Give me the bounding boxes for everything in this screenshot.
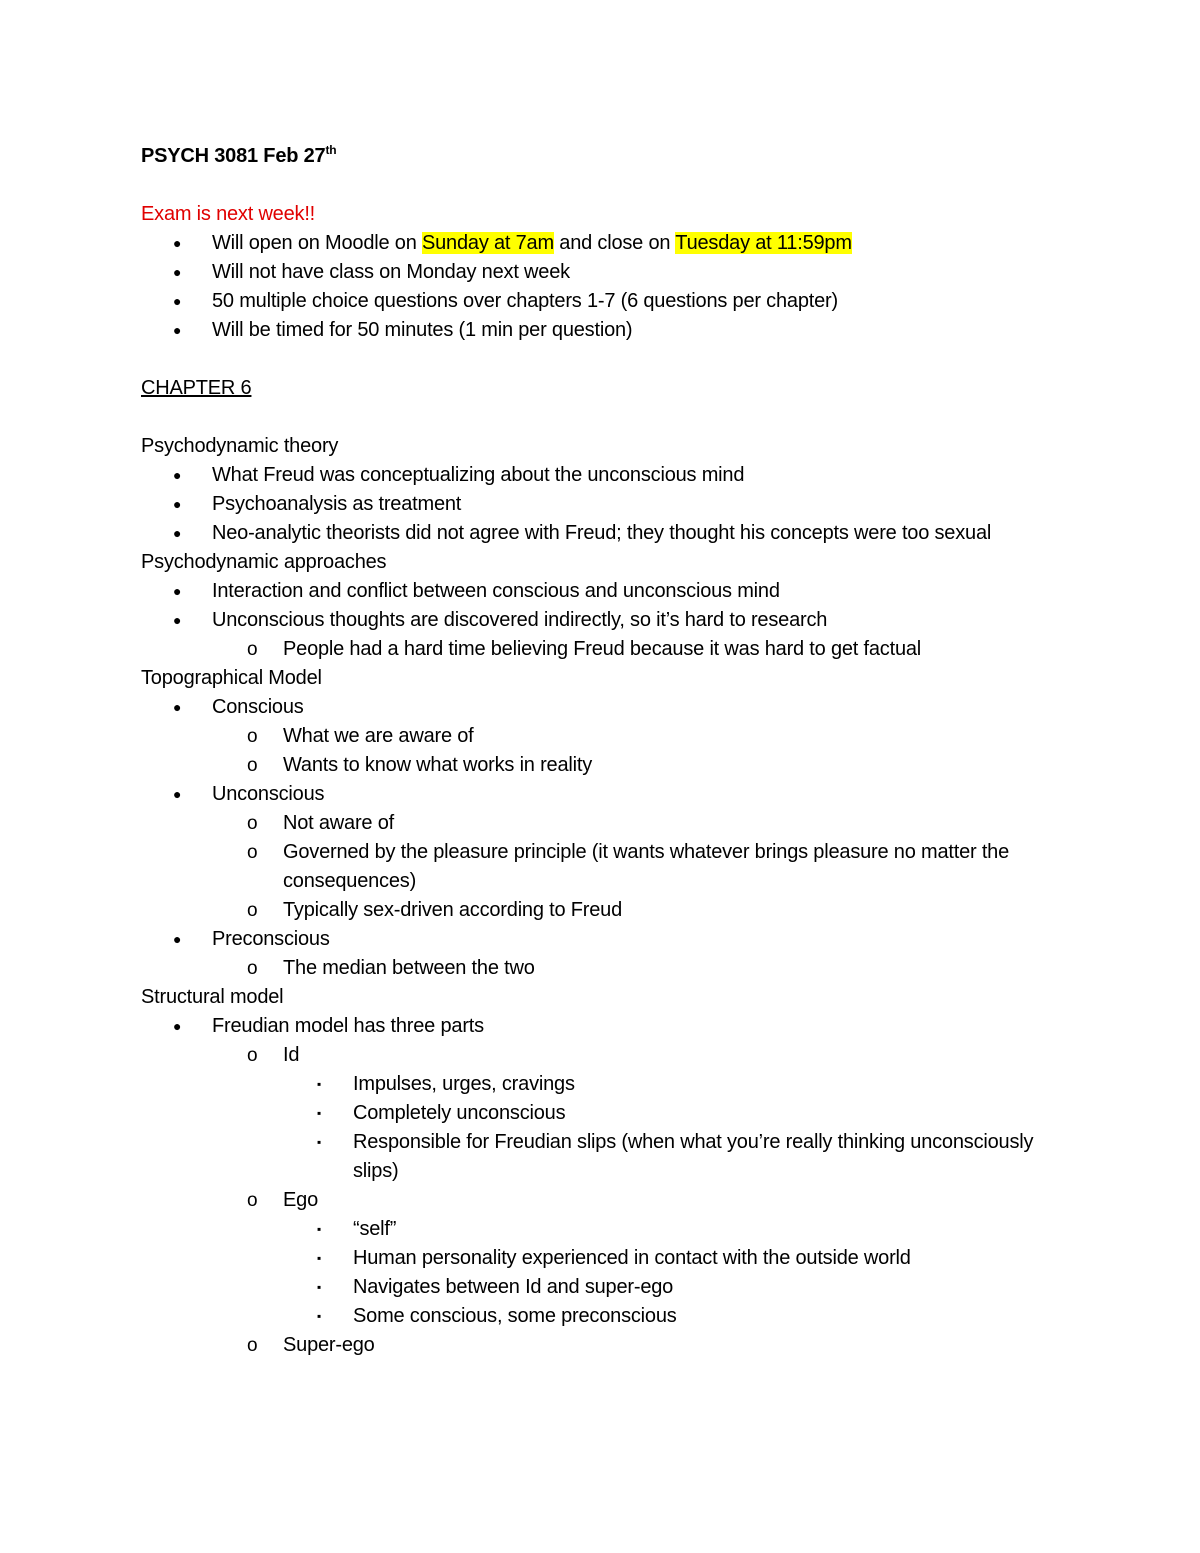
list-item	[141, 896, 1081, 925]
item-text: Typically sex-driven according to Freud	[283, 899, 623, 921]
list-item	[141, 1041, 1081, 1070]
list-item	[141, 316, 1081, 345]
bullet-icon: ●	[173, 786, 182, 802]
item-text: Impulses, urges, cravings	[353, 1073, 575, 1095]
item-text: Human personality experienced in contact with the outside world	[353, 1247, 911, 1269]
list-item	[141, 780, 1081, 809]
circle-bullet-icon: o	[247, 958, 258, 979]
list-item	[141, 519, 1081, 548]
blank-line	[141, 171, 1081, 200]
circle-bullet-icon: o	[247, 842, 258, 863]
item-text: Not aware of	[283, 812, 394, 834]
bullet-icon: ●	[173, 467, 182, 483]
section-heading: Psychodynamic approaches	[141, 551, 387, 573]
chapter-heading: CHAPTER 6	[141, 377, 252, 399]
square-bullet-icon: ▪	[317, 1309, 322, 1323]
list-item	[141, 635, 1081, 664]
list-item	[141, 258, 1081, 287]
psychodynamic-theory-list	[141, 461, 1081, 548]
list-item	[141, 1273, 1081, 1302]
item-text: “self”	[353, 1218, 397, 1240]
list-item	[141, 1302, 1081, 1331]
circle-bullet-icon: o	[247, 900, 258, 921]
bullet-icon: ●	[173, 322, 182, 338]
list-item	[141, 751, 1081, 780]
item-text: What we are aware of	[283, 725, 474, 747]
list-item	[141, 1244, 1081, 1273]
list-item	[141, 954, 1081, 983]
list-item	[141, 838, 1081, 896]
bullet-icon: ●	[173, 699, 182, 715]
item-text: Unconscious thoughts are discovered indirectly, so it’s hard to research	[212, 609, 828, 631]
bullet-icon: ●	[173, 1018, 182, 1034]
title-superscript: th	[325, 143, 337, 157]
circle-bullet-icon: o	[247, 755, 258, 776]
bullet-icon: ●	[173, 293, 182, 309]
exam-item-text: Will not have class on Monday next week	[212, 261, 570, 283]
item-text: Ego	[283, 1189, 318, 1211]
list-item	[141, 722, 1081, 751]
bullet-icon: ●	[173, 264, 182, 280]
item-text: Neo-analytic theorists did not agree with Freud; they thought his concepts were too sexual	[212, 522, 992, 544]
bullet-icon: ●	[173, 496, 182, 512]
bullet-icon: ●	[173, 525, 182, 541]
list-item	[141, 1186, 1081, 1215]
list-item	[141, 809, 1081, 838]
item-text: Id	[283, 1044, 300, 1066]
document-body	[141, 142, 1081, 1360]
circle-bullet-icon: o	[247, 639, 258, 660]
item-text: Preconscious	[212, 928, 330, 950]
bullet-icon: ●	[173, 583, 182, 599]
circle-bullet-icon: o	[247, 1190, 258, 1211]
list-item	[141, 1331, 1081, 1360]
topographical-list	[141, 693, 1081, 983]
list-item	[141, 1128, 1081, 1186]
list-item	[141, 577, 1081, 606]
section-heading: Topographical Model	[141, 667, 322, 689]
item-text: People had a hard time believing Freud because it was hard to get factual	[283, 638, 922, 660]
square-bullet-icon: ▪	[317, 1077, 322, 1091]
bullet-icon: ●	[173, 931, 182, 947]
list-item	[141, 693, 1081, 722]
square-bullet-icon: ▪	[317, 1106, 322, 1120]
exam-item-text: Will be timed for 50 minutes (1 min per question)	[212, 319, 633, 341]
list-item	[141, 1099, 1081, 1128]
psychodynamic-approaches-list	[141, 577, 1081, 664]
item-text: Psychoanalysis as treatment	[212, 493, 462, 515]
exam-item-text: and close on	[553, 232, 676, 254]
title-text: PSYCH 3081 Feb 27	[141, 145, 326, 167]
square-bullet-icon: ▪	[317, 1135, 322, 1149]
item-text: Wants to know what works in reality	[283, 754, 593, 776]
item-text: Responsible for Freudian slips (when what you’re really thinking unconsciously slips)	[353, 1131, 1034, 1182]
item-text: Completely unconscious	[353, 1102, 566, 1124]
list-item	[141, 925, 1081, 954]
blank-line	[141, 345, 1081, 374]
list-item	[141, 1215, 1081, 1244]
list-item	[141, 1070, 1081, 1099]
item-text: Some conscious, some preconscious	[353, 1305, 677, 1327]
list-item	[141, 490, 1081, 519]
circle-bullet-icon: o	[247, 1335, 258, 1356]
highlight-open-time: Sunday at 7am	[421, 232, 554, 254]
item-text: Interaction and conflict between conscious and unconscious mind	[212, 580, 780, 602]
item-text: Super-ego	[283, 1334, 375, 1356]
item-text: Conscious	[212, 696, 304, 718]
item-text: Governed by the pleasure principle (it wants whatever brings pleasure no matter the consequences)	[283, 841, 1010, 892]
item-text: What Freud was conceptualizing about the unconscious mind	[212, 464, 745, 486]
square-bullet-icon: ▪	[317, 1280, 322, 1294]
bullet-icon: ●	[173, 612, 182, 628]
circle-bullet-icon: o	[247, 813, 258, 834]
list-item	[141, 287, 1081, 316]
bullet-icon: ●	[173, 235, 182, 251]
blank-line	[141, 403, 1081, 432]
square-bullet-icon: ▪	[317, 1251, 322, 1265]
exam-item-text: Will open on Moodle on	[212, 232, 422, 254]
list-item	[141, 606, 1081, 635]
list-item	[141, 461, 1081, 490]
item-text: Unconscious	[212, 783, 325, 805]
exam-list	[141, 229, 1081, 345]
item-text: The median between the two	[283, 957, 535, 979]
structural-list	[141, 1012, 1081, 1360]
circle-bullet-icon: o	[247, 1045, 258, 1066]
exam-item-text: 50 multiple choice questions over chapters 1-7 (6 questions per chapter)	[212, 290, 838, 312]
list-item	[141, 1012, 1081, 1041]
item-text: Freudian model has three parts	[212, 1015, 484, 1037]
square-bullet-icon: ▪	[317, 1222, 322, 1236]
circle-bullet-icon: o	[247, 726, 258, 747]
exam-heading: Exam is next week!!	[141, 203, 316, 225]
highlight-close-time: Tuesday at 11:59pm	[675, 232, 852, 254]
item-text: Navigates between Id and super-ego	[353, 1276, 674, 1298]
section-heading: Psychodynamic theory	[141, 435, 339, 457]
section-heading: Structural model	[141, 986, 284, 1008]
document-title	[141, 142, 1081, 171]
list-item	[141, 229, 1081, 258]
